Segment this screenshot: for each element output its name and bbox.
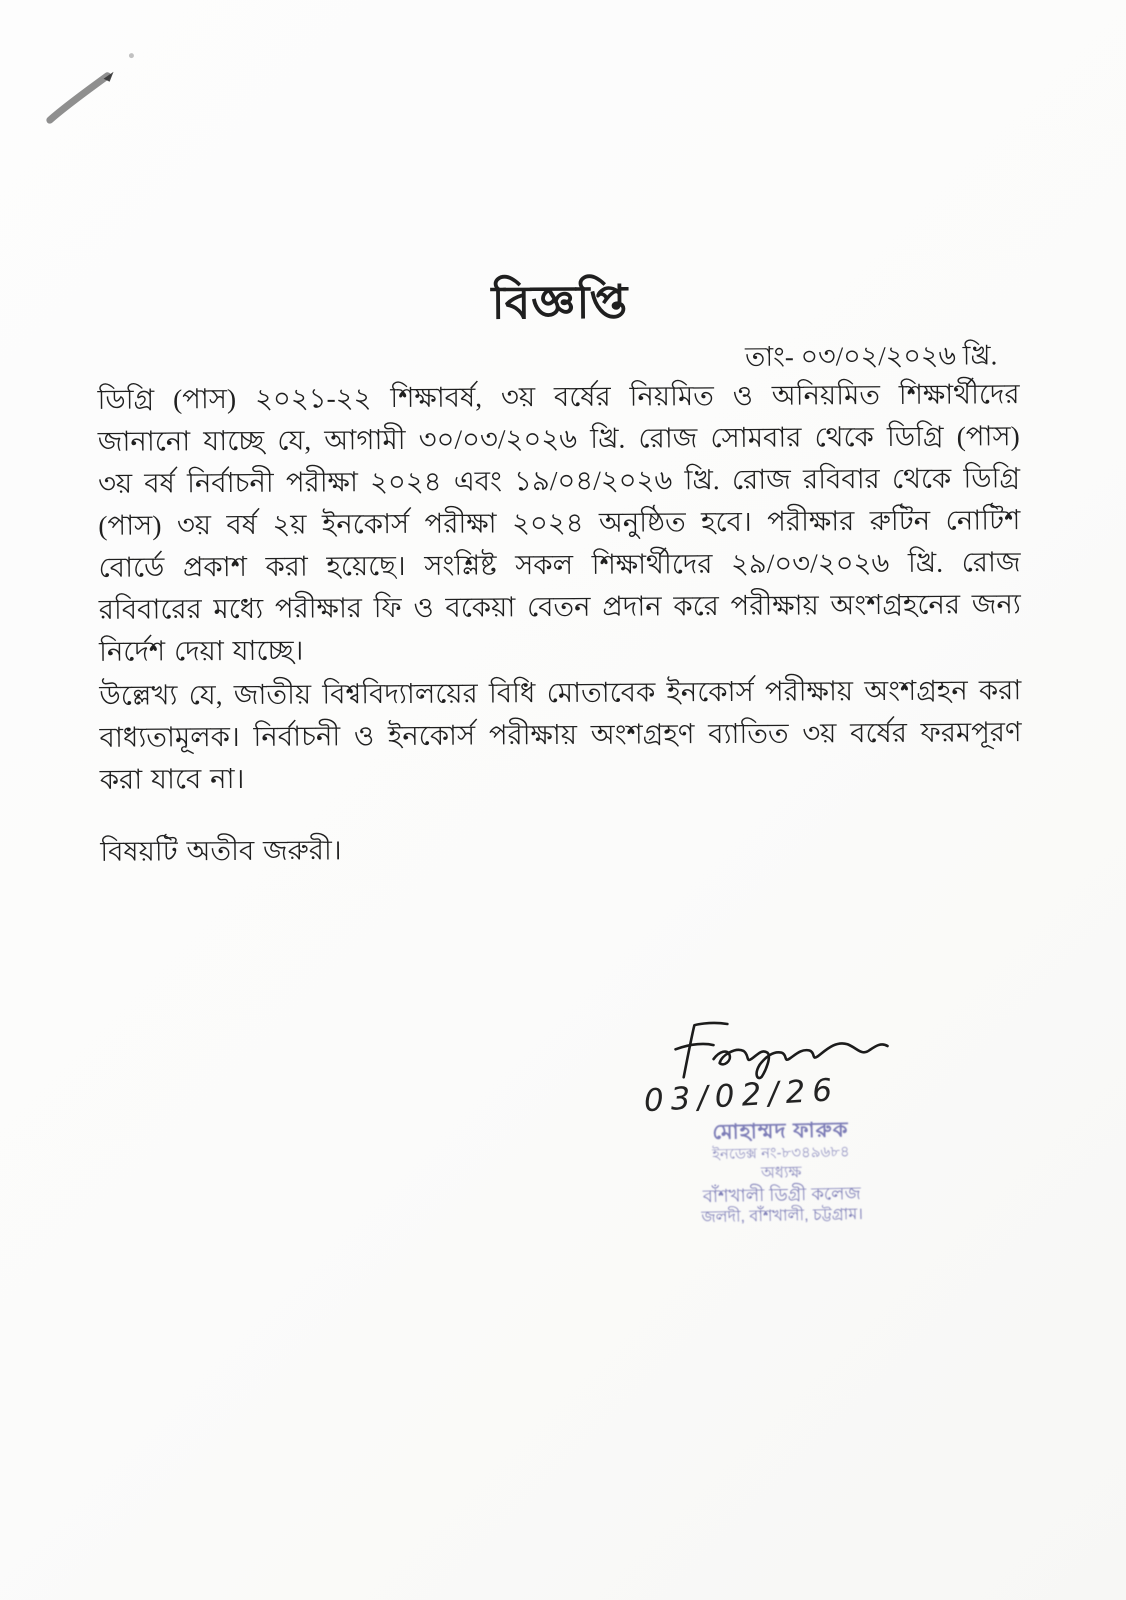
notice-paragraph-3: বিষয়টি অতীব জরুরী। bbox=[100, 834, 342, 867]
stamp-college: বাঁশখালী ডিগ্রী কলেজ bbox=[702, 1183, 861, 1207]
notice-paragraph-1: ডিগ্রি (পাস) ২০২১-২২ শিক্ষাবর্ষ, ৩য় বর্ষের নিয়মিত ও অনিয়মিত শিক্ষার্থীদের জানানো যাচ্ছে যে, আগামী ৩০/০৩/২০২৬ খ্রি. রোজ সোমবার থেকে ডিগ্রি (পাস) ৩য় বর্ষ নির্বাচনী পরীক্ষা ২০২৪ এবং ১৯/০৪/২০২৬ খ্রি. রোজ রবিবার থেকে ডিগ্রি (পাস) ৩য় বর্ষ ২য় ইনকোর্স পরীক্ষা ২০২৪ অনুষ্ঠিত হবে। পরীক্ষার রুটিন নোটিশ বোর্ডে প্রকাশ করা হয়েছে। সংশ্লিষ্ট সকল শিক্ষার্থীদের ২৯/০৩/২০২৬ খ্রি. রোজ রবিবারের মধ্যে পরীক্ষার ফি ও বকেয়া বেতন প্রদান করে পরীক্ষায় অংশগ্রহনের জন্য নির্দেশ দেয়া যাচ্ছে। bbox=[97, 378, 1021, 667]
stamp-address: জলদী, বাঁশখালী, চট্টগ্রাম। bbox=[701, 1205, 864, 1226]
notice-paragraph-2: উল্লেখ্য যে, জাতীয় বিশ্ববিদ্যালয়ের বিধি মোতাবেক ইনকোর্স পরীক্ষায় অংশগ্রহন করা বাধ্যতামূলক। নির্বাচনী ও ইনকোর্স পরীক্ষায় অংশগ্রহণ ব্যাতিত ৩য় বর্ষের ফরমপূরণ করা যাবে না। bbox=[99, 674, 1022, 795]
stamp-designation: অধ্যক্ষ bbox=[760, 1164, 802, 1183]
pen-stroke-mark bbox=[35, 47, 176, 158]
issue-date: তাং- ০৩/০২/২০২৬ খ্রি. bbox=[744, 340, 998, 372]
stamp-name: মোহাম্মদ ফারুক bbox=[712, 1118, 849, 1145]
official-stamp bbox=[619, 1115, 943, 1229]
stamp-index-no: ইনডেক্স নং-৮৩৪৯৬৮৪ bbox=[711, 1143, 850, 1164]
handwritten-date: 03/02/26 bbox=[642, 1071, 840, 1120]
signature-block bbox=[601, 1018, 942, 1228]
page-title: বিজ্ঞপ্তি bbox=[491, 276, 629, 329]
